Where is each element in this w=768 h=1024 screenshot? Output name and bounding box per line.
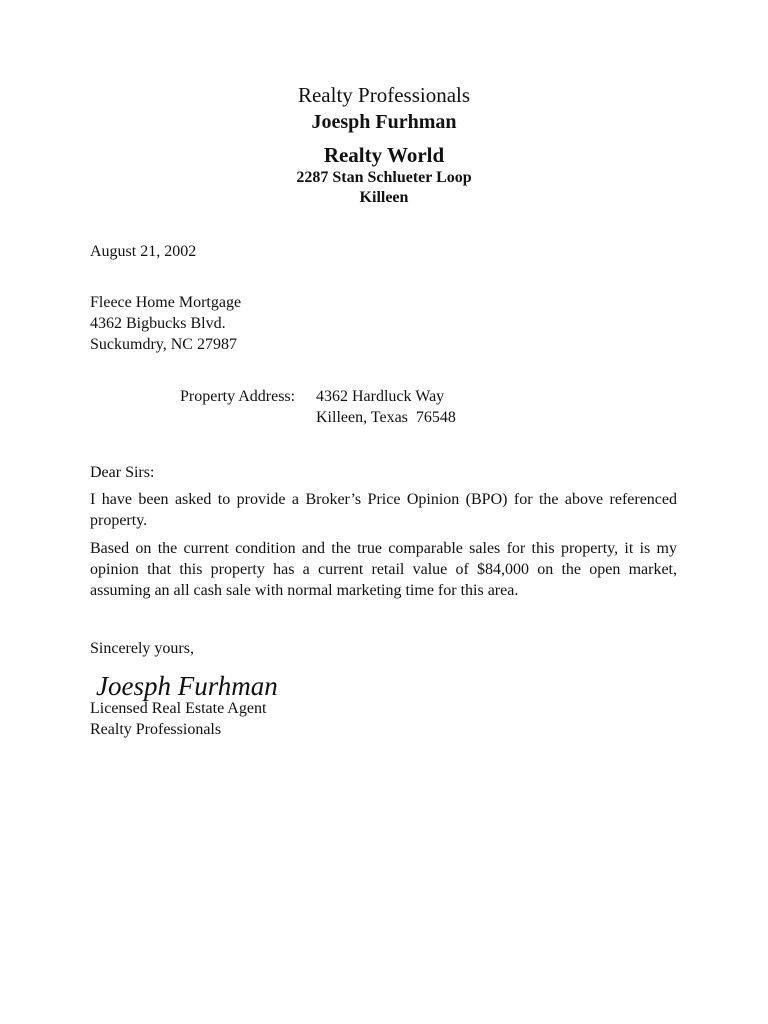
signatory-block bbox=[90, 698, 266, 740]
property-address-line1: 4362 Hardluck Way bbox=[316, 388, 445, 405]
recipient-street: 4362 Bigbucks Blvd. bbox=[90, 315, 226, 332]
letterhead-street: 2287 Stan Schlueter Loop bbox=[296, 169, 472, 186]
letter-date: August 21, 2002 bbox=[90, 243, 197, 260]
recipient-address bbox=[90, 292, 241, 355]
body-paragraph-1: I have been asked to provide a Broker’s Price Opinion (BPO) for the above referenced property. bbox=[90, 491, 677, 529]
salutation: Dear Sirs: bbox=[90, 464, 155, 481]
recipient-city: Suckumdry, NC 27987 bbox=[90, 336, 237, 353]
property-address-label: Property Address: bbox=[180, 388, 296, 405]
closing: Sincerely yours, bbox=[90, 640, 194, 657]
letterhead-agent-name: Joesph Furhman bbox=[311, 111, 457, 133]
signature: Joesph Furhman bbox=[96, 671, 278, 701]
signatory-title: Licensed Real Estate Agent bbox=[90, 700, 267, 717]
letterhead-company: Realty Professionals bbox=[297, 83, 471, 107]
signatory-company: Realty Professionals bbox=[90, 721, 222, 738]
recipient-name: Fleece Home Mortgage bbox=[90, 294, 242, 311]
property-address bbox=[316, 386, 456, 428]
body-paragraph-2: Based on the current condition and the true comparable sales for this property, it is my opinion that this property has a current retail value of $84,000 on the open market, assuming an all cash sale with normal marketing time for this area. bbox=[90, 540, 677, 599]
letterhead-city: Killeen bbox=[359, 189, 409, 206]
letterhead-office: Realty World bbox=[323, 143, 445, 167]
property-address-line2: Killeen, Texas 76548 bbox=[316, 409, 456, 426]
